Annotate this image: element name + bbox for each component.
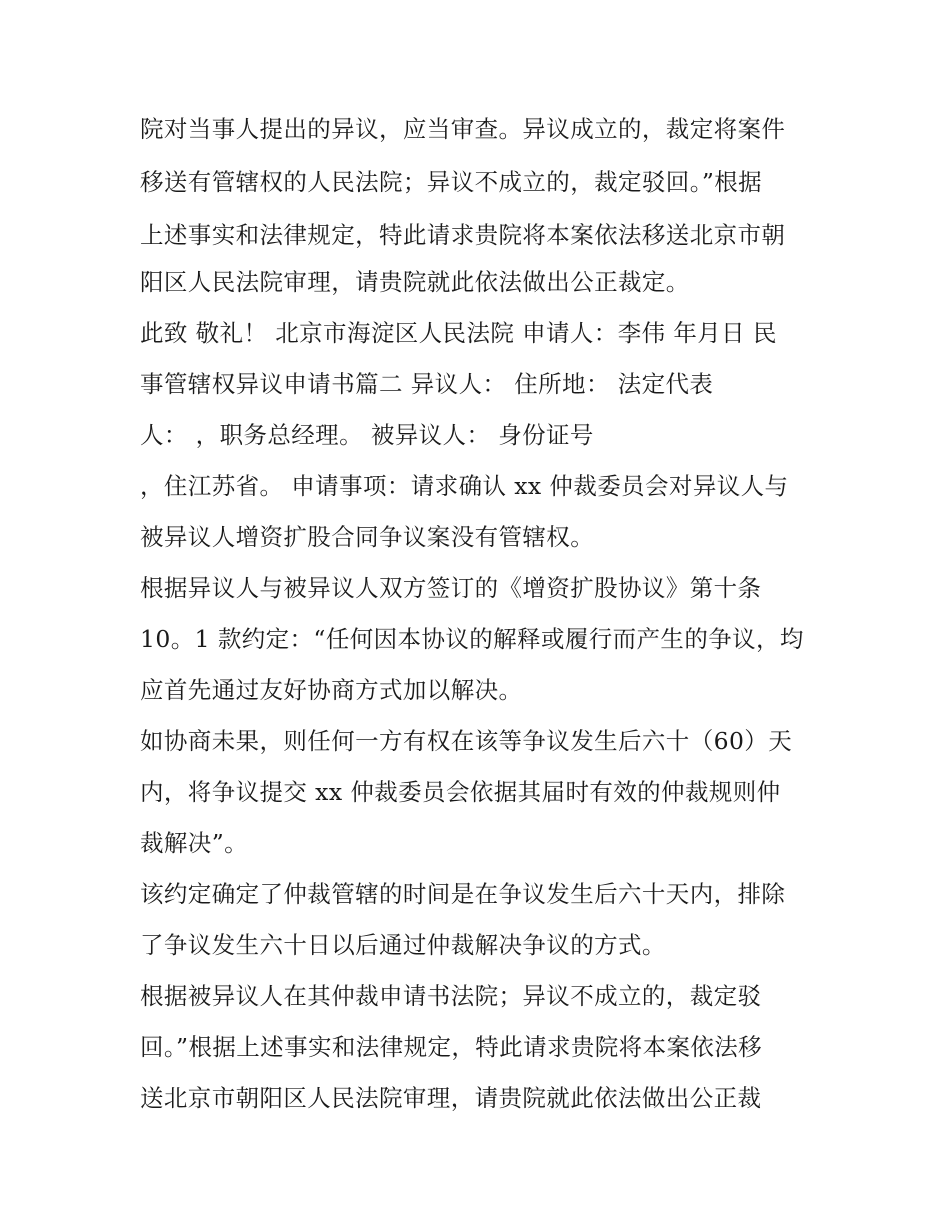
text-line: 阳区人民法院审理，请贵院就此依法做出公正裁定。 bbox=[140, 268, 690, 296]
text-line: 上述事实和法律规定，特此请求贵院将本案依法移送北京市朝 bbox=[140, 221, 786, 249]
text-line: 移送有管辖权的人民法院；异议不成立的，裁定驳回。”根据 bbox=[140, 168, 763, 196]
text-line: 内，将争议提交 xx 仲裁委员会依据其届时有效的仲裁规则仲 bbox=[140, 778, 781, 806]
text-line: 根据异议人与被异议人双方签订的《增资扩股协议》第十条 bbox=[140, 574, 762, 602]
text-line: 院对当事人提出的异议，应当审查。异议成立的，裁定将案件 bbox=[140, 115, 786, 143]
text-line: 10。1 款约定：“任何因本协议的解释或履行而产生的争议，均 bbox=[140, 625, 804, 653]
text-line: 应首先通过友好协商方式加以解决。 bbox=[140, 676, 523, 704]
text-line: 该约定确定了仲裁管辖的时间是在争议发生后六十天内，排除 bbox=[140, 880, 786, 908]
text-line: 事管辖权异议申请书篇二 异议人： 住所地： 法定代表 bbox=[140, 370, 714, 398]
text-line: 根据被异议人在其仲裁申请书法院；异议不成立的，裁定驳 bbox=[140, 982, 762, 1010]
text-line: 被异议人增资扩股合同争议案没有管辖权。 bbox=[140, 523, 595, 551]
text-line: 回。”根据上述事实和法律规定，特此请求贵院将本案依法移 bbox=[140, 1033, 763, 1061]
text-line: 人： ，职务总经理。 被异议人： 身份证号 bbox=[140, 421, 594, 449]
text-line: 了争议发生六十日以后通过仲裁解决争议的方式。 bbox=[140, 931, 666, 959]
text-line: ，住江苏省。 申请事项：请求确认 xx 仲裁委员会对异议人与 bbox=[140, 472, 789, 500]
text-line: 裁解决”。 bbox=[140, 829, 249, 857]
text-line: 此致 敬礼！ 北京市海淀区人民法院 申请人：李伟 年月日 民 bbox=[140, 319, 777, 347]
text-line: 如协商未果，则任何一方有权在该等争议发生后六十（60）天 bbox=[140, 727, 793, 755]
text-line: 送北京市朝阳区人民法院审理，请贵院就此依法做出公正裁 bbox=[140, 1084, 762, 1112]
